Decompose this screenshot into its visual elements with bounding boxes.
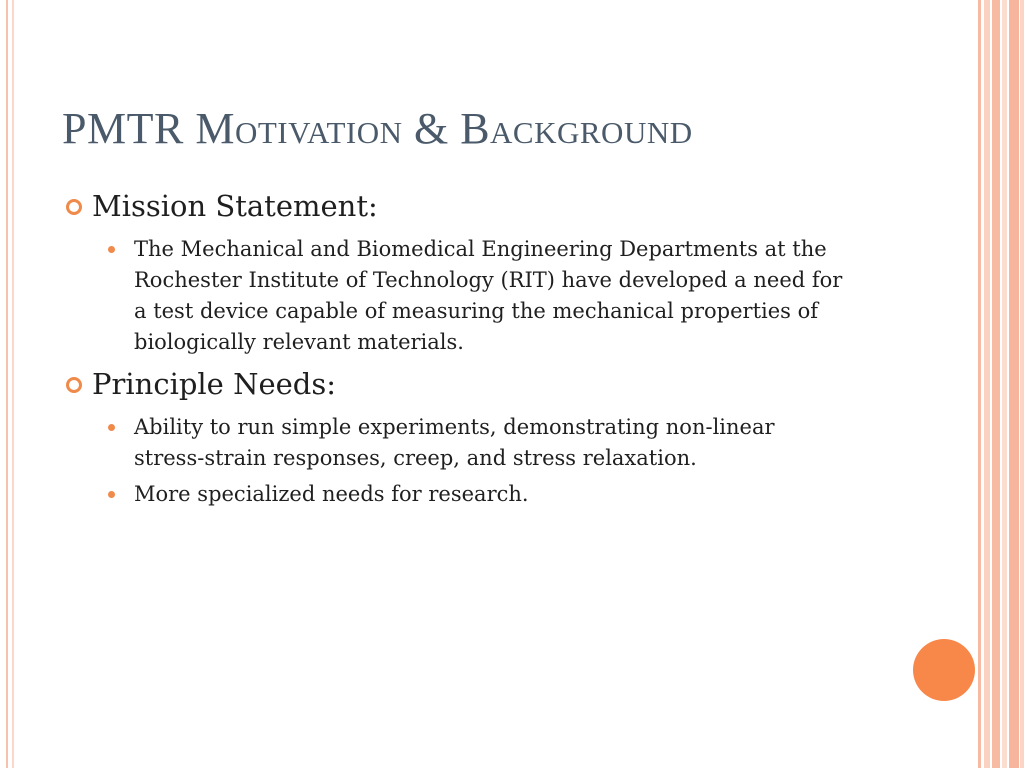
left-border-line <box>12 0 14 768</box>
bullet-item <box>108 234 848 358</box>
right-border-stripe <box>1002 0 1007 768</box>
left-border-line <box>6 0 8 768</box>
right-border-stripe <box>992 0 1000 768</box>
ring-bullet-icon <box>66 377 82 393</box>
right-border-stripe <box>1020 0 1024 768</box>
decorative-circle <box>913 639 975 701</box>
section-heading-label: Principle Needs: <box>92 367 336 401</box>
section-heading-label: Mission Statement: <box>92 189 378 223</box>
dot-bullet-icon <box>108 491 115 498</box>
bullet-item <box>108 479 848 510</box>
right-border-stripe <box>1009 0 1019 768</box>
title-acronym: PMTR <box>62 104 196 153</box>
ring-bullet-icon <box>66 199 82 215</box>
slide-title <box>62 103 693 154</box>
dot-bullet-icon <box>108 246 115 253</box>
title-small-caps: Motivation & Background <box>195 104 693 153</box>
dot-bullet-icon <box>108 424 115 431</box>
bullet-text: More specialized needs for research. <box>134 482 529 506</box>
bullet-text: The Mechanical and Biomedical Engineering Departments at the Rochester Institute of Technology (RIT) have developed a need for a test device capable of measuring the mechanical properties of biologically relevant materials. <box>134 237 843 354</box>
right-border-stripe <box>978 0 981 768</box>
bullet-text: Ability to run simple experiments, demonstrating non-linear stress-strain responses, creep, and stress relaxation. <box>134 415 775 470</box>
right-border-stripe <box>984 0 990 768</box>
bullet-item <box>108 412 848 474</box>
